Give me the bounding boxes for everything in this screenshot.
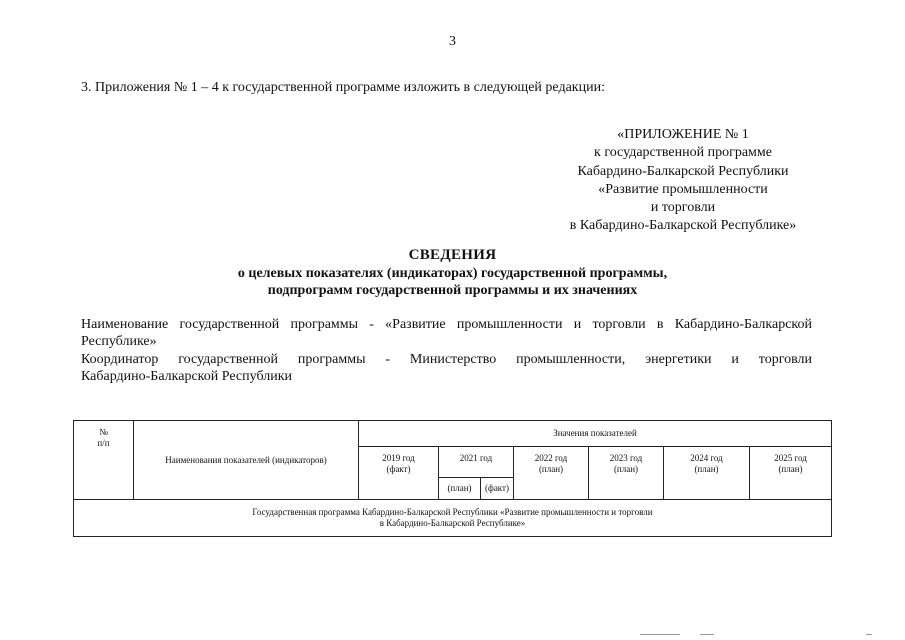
program-name-line: Республике» [81, 334, 157, 350]
col-header-indicator-name: Наименования показателей (индикаторов) [134, 421, 359, 500]
appendix-line: «ПРИЛОЖЕНИЕ № 1 [617, 127, 749, 142]
appendix-line: Кабардино-Балкарской Республики [577, 163, 789, 179]
program-row: Государственная программа Кабардино-Балкарской Республики «Развитие промышленности и торговли в Кабардино-Балкарской Республике» [74, 500, 832, 537]
program-coordinator [81, 351, 812, 386]
col-header-2021-fact: (факт) [481, 478, 514, 500]
scan-artifact [866, 634, 872, 635]
scan-artifact [700, 634, 714, 635]
col-header-2019: 2019 год (факт) [359, 447, 439, 500]
appendix-line: и торговли [650, 200, 716, 216]
coordinator-line: Координатор государственной программы - Министерство промышленности, энергетики и торговли [81, 351, 812, 367]
appendix-line: к государственной программе [594, 145, 772, 161]
program-info [81, 316, 812, 386]
program-name [81, 316, 812, 351]
col-header-2021-plan: (план) [439, 478, 481, 500]
col-header-number: № п/п [74, 421, 134, 500]
indicators-table [73, 420, 832, 537]
heading-subtitle-line: о целевых показателях (индикаторах) государственной программы, [237, 265, 668, 281]
program-name-line: Наименование государственной программы - «Развитие промышленности и торговли в Кабардино-Балкарской [81, 317, 812, 332]
appendix-line: в Кабардино-Балкарской Республике» [569, 218, 797, 234]
heading-title: СВЕДЕНИЯ [408, 247, 497, 263]
col-header-values: Значения показателей [359, 421, 832, 447]
coordinator-line: Кабардино-Балкарской Республики [81, 369, 292, 385]
heading-subtitle-line: подпрограмм государственной программы и их значениях [267, 283, 638, 298]
col-header-2022: 2022 год (план) [514, 447, 589, 500]
appendix-header [545, 126, 821, 236]
col-header-2024: 2024 год (план) [664, 447, 750, 500]
document-heading [0, 247, 905, 300]
col-header-2023: 2023 год (план) [589, 447, 664, 500]
col-header-2021: 2021 год [439, 447, 514, 478]
col-header-2025: 2025 год (план) [750, 447, 832, 500]
appendix-line: «Развитие промышленности [598, 181, 768, 197]
page-number: 3 [449, 34, 456, 49]
scan-artifact [640, 634, 680, 635]
intro-paragraph: 3. Приложения № 1 – 4 к государственной программе изложить в следующей редакции: [81, 80, 605, 95]
